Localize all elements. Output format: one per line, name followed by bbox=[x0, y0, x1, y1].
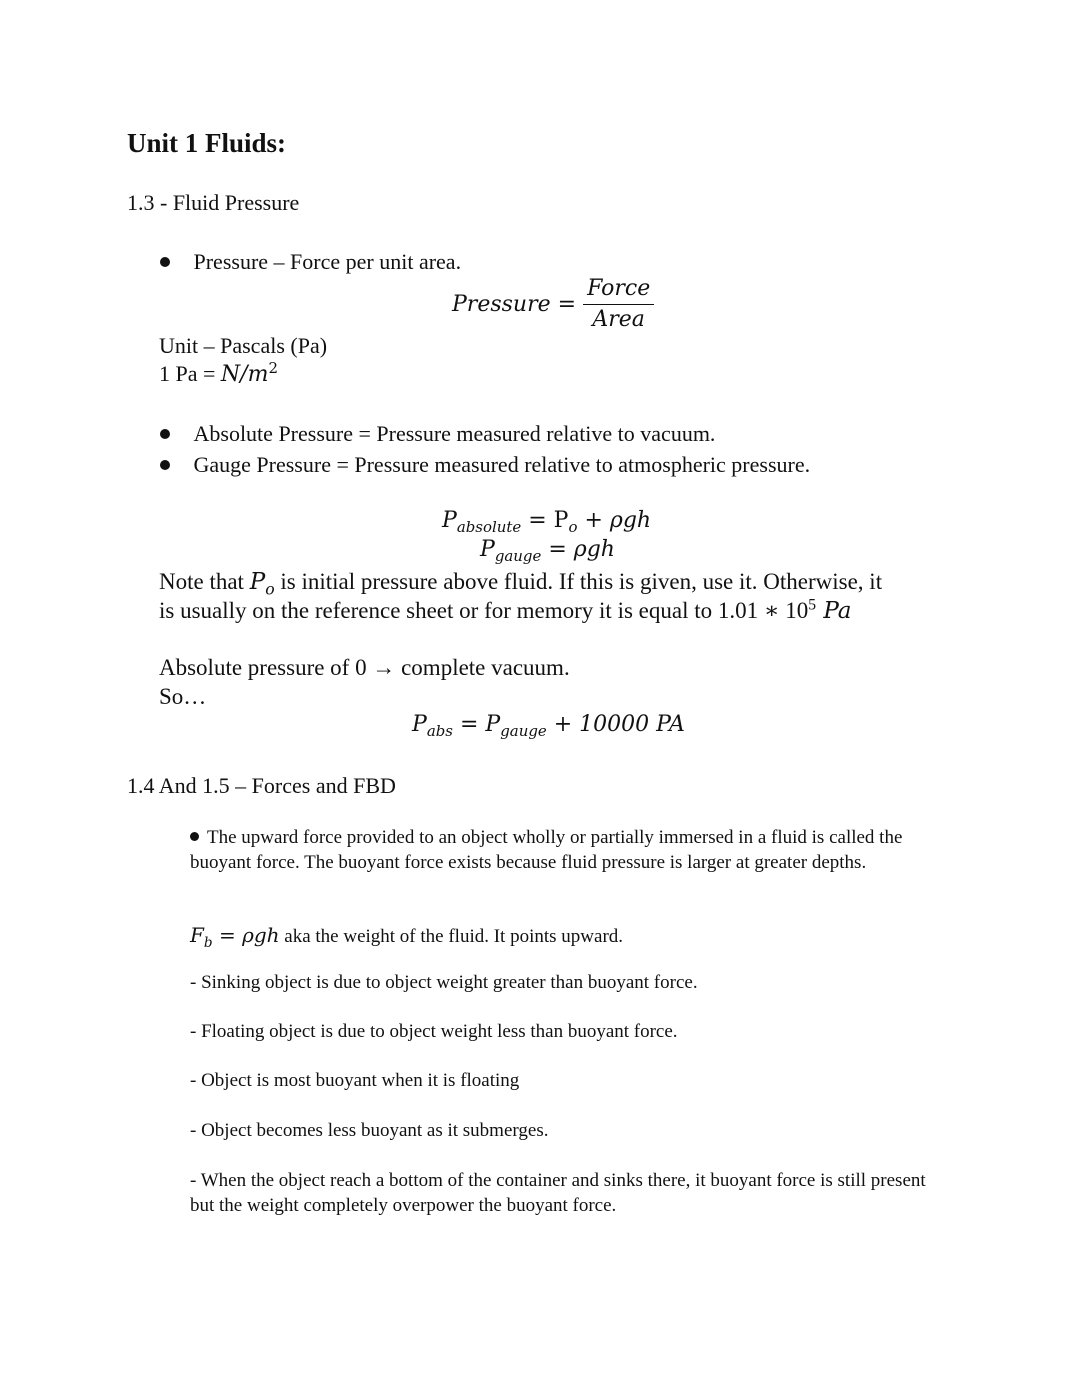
pascal-unit-text: N/m bbox=[220, 362, 269, 387]
section-heading-forces: 1.4 And 1.5 – Forces and FBD bbox=[127, 773, 396, 798]
pascal-unit-exponent: 2 bbox=[268, 358, 278, 377]
note-p-sub: o bbox=[265, 579, 275, 599]
bullet-absolute-text: Absolute Pressure = Pressure measured relative to vacuum. bbox=[193, 421, 716, 446]
pressure-formula-lhs: Pressure = bbox=[452, 291, 577, 317]
fact-line: - Sinking object is due to object weight greater than buoyant force. bbox=[190, 972, 698, 993]
buoyant-force-bullet bbox=[190, 825, 920, 875]
bullet-absolute-pressure bbox=[160, 421, 715, 447]
eq-gauge-rhs: = ρgh bbox=[541, 537, 615, 562]
so-line: So… bbox=[159, 684, 207, 709]
equation-abs-gauge bbox=[412, 712, 685, 741]
note-line-1-b: is initial pressure above fluid. If this is given, use it. Otherwise, it bbox=[274, 569, 883, 594]
eq3-sub2: gauge bbox=[500, 722, 547, 741]
pascal-definition bbox=[159, 358, 278, 387]
eq-absolute-rhs-a: = P bbox=[521, 508, 569, 533]
fb-description: aka the weight of the fluid. It points upward. bbox=[279, 926, 624, 947]
pascal-definition-prefix: 1 Pa = bbox=[159, 361, 221, 386]
eq3-sub: abs bbox=[426, 722, 453, 741]
fb-sub: b bbox=[203, 934, 213, 951]
note-line-2 bbox=[159, 598, 852, 624]
vacuum-line: Absolute pressure of 0 → complete vacuum. bbox=[159, 655, 570, 680]
bullet-gauge-text: Gauge Pressure = Pressure measured relative to atmospheric pressure. bbox=[193, 452, 811, 477]
eq-gauge-sub: gauge bbox=[494, 547, 542, 566]
bullet-dot-icon bbox=[160, 257, 170, 267]
note-unit: Pa bbox=[816, 598, 852, 624]
page-title: Unit 1 Fluids: bbox=[127, 128, 287, 158]
pressure-formula bbox=[452, 276, 654, 334]
eq-absolute-rhs-sub: o bbox=[568, 518, 578, 537]
eq-absolute-rhs-b: + ρgh bbox=[577, 508, 652, 533]
fraction-numerator: Force bbox=[583, 276, 654, 305]
note-p: P bbox=[249, 569, 266, 595]
unit-line: Unit – Pascals (Pa) bbox=[159, 333, 328, 358]
eq3-rhs: + 10000 PA bbox=[546, 712, 685, 737]
buoyant-force-formula bbox=[190, 923, 624, 951]
note-line-1-math bbox=[249, 569, 275, 599]
fb-math bbox=[190, 923, 280, 951]
bullet-dot-icon bbox=[160, 460, 170, 470]
section-heading-fluid-pressure: 1.3 - Fluid Pressure bbox=[127, 190, 300, 215]
eq3-mid: = P bbox=[452, 712, 501, 737]
eq-absolute-sub: absolute bbox=[456, 518, 522, 537]
equation-absolute bbox=[442, 508, 652, 537]
fb-symbol: F bbox=[190, 923, 204, 947]
fact-line: - Object becomes less buoyant as it submerges. bbox=[190, 1120, 549, 1141]
bullet-gauge-pressure bbox=[160, 452, 810, 478]
fact-line: - Object is most buoyant when it is floating bbox=[190, 1070, 520, 1091]
buoyant-force-text: The upward force provided to an object wholly or partially immersed in a fluid is called the buoyant force. The buoyant force exists because fluid pressure is larger at greater depths. bbox=[190, 827, 903, 873]
equation-gauge bbox=[480, 537, 615, 566]
bullet-dot-icon bbox=[190, 832, 199, 841]
eq-absolute-p: P bbox=[442, 508, 457, 533]
pressure-fraction bbox=[583, 276, 654, 334]
fraction-denominator: Area bbox=[592, 307, 645, 333]
bullet-dot-icon bbox=[160, 429, 170, 439]
note-line-1 bbox=[159, 569, 883, 599]
fact-line: - Floating object is due to object weight less than buoyant force. bbox=[190, 1021, 678, 1042]
bullet-pressure bbox=[160, 249, 461, 275]
note-line-1-a: Note that bbox=[159, 569, 250, 594]
eq-gauge-p: P bbox=[480, 537, 495, 562]
pascal-definition-unit bbox=[220, 358, 278, 387]
fb-equation: = ρgh bbox=[212, 923, 280, 947]
bullet-pressure-text: Pressure – Force per unit area. bbox=[193, 249, 462, 274]
eq3-p: P bbox=[412, 712, 427, 737]
note-line-2-a: is usually on the reference sheet or for memory it is equal to 1.01 ∗ 10 bbox=[159, 598, 809, 623]
fact-line: - When the object reach a bottom of the container and sinks there, it buoyant force is still present but the weight completely overpower the buoyant force. bbox=[190, 1170, 926, 1216]
note-exponent: 5 bbox=[808, 596, 817, 614]
